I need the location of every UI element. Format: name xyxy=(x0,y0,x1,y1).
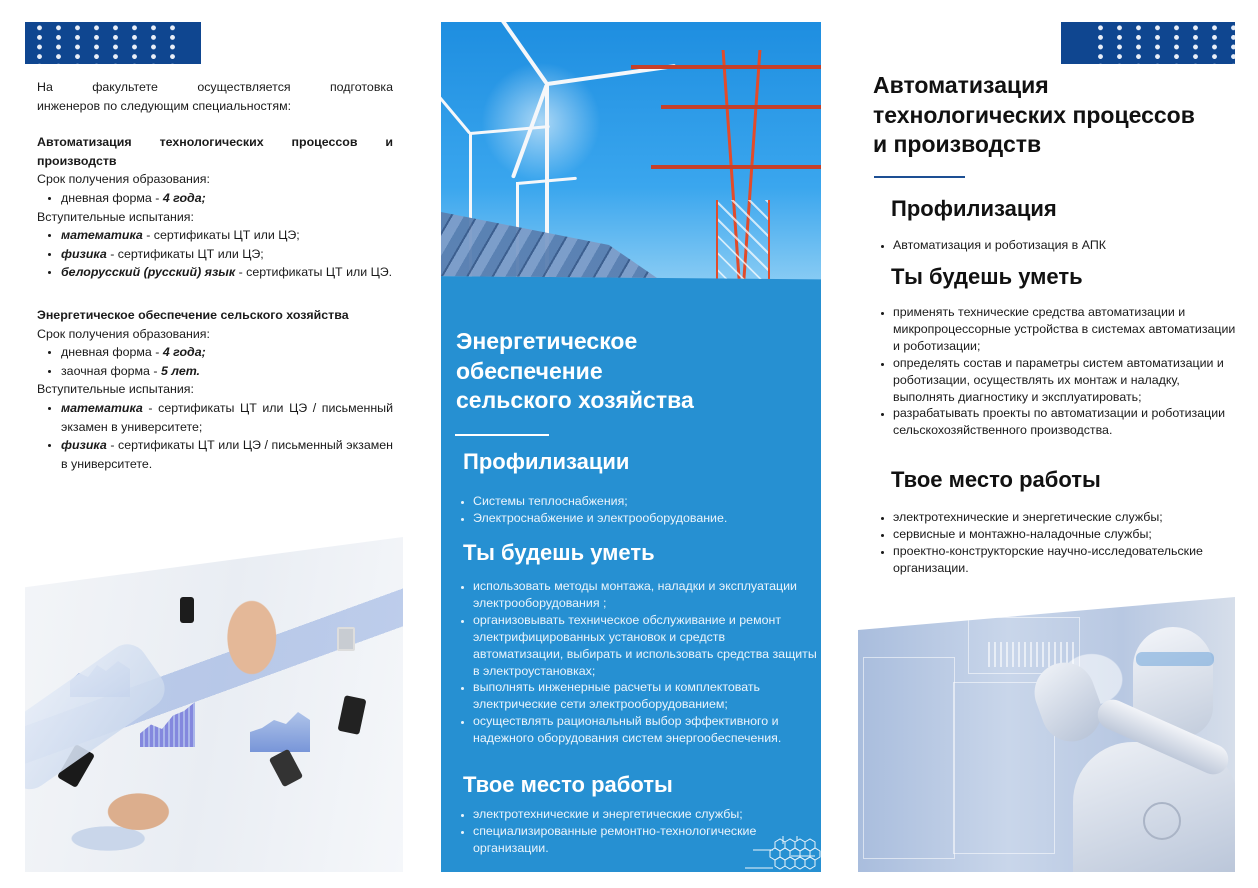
exam-item: • физика - сертификаты ЦТ или ЦЭ; xyxy=(61,245,393,264)
business-meeting-photo xyxy=(25,537,403,872)
specialty2-exams-label: Вступительные испытания: xyxy=(37,382,194,397)
specialty1-duration-label: Срок получения образования: xyxy=(37,172,210,187)
list-item: • Системы теплоснабжения; xyxy=(473,493,821,510)
specialty1-exams-label: Вступительные испытания: xyxy=(37,209,194,224)
hexagon-pattern-decoration xyxy=(745,836,821,872)
robot-photo xyxy=(858,597,1235,872)
skills-list xyxy=(455,578,818,747)
list-item: • Электроснабжение и электрооборудование. xyxy=(473,510,821,527)
exam-item: • математика - сертификаты ЦТ или ЦЭ; xyxy=(61,226,393,245)
phone-graphic xyxy=(337,627,355,651)
title-divider xyxy=(874,176,965,178)
list-item: • Автоматизация и роботизация в АПК xyxy=(893,237,1258,254)
specialty1-title-line1: Автоматизация технологических процессов и xyxy=(37,135,393,150)
specialty1-duration-list xyxy=(37,189,393,208)
list-item: • специализированные ремонтно-технологические организации. xyxy=(473,823,818,857)
skills-heading: Ты будешь уметь xyxy=(891,264,1083,289)
skills-list xyxy=(875,304,1243,439)
chart-graphic xyxy=(250,712,310,752)
profiles-list xyxy=(875,237,1258,254)
dot-pattern-decoration xyxy=(1061,22,1235,64)
work-list xyxy=(875,509,1243,577)
phone-graphic xyxy=(180,597,194,623)
power-tower-graphic xyxy=(691,50,781,320)
specialty2-exams-list xyxy=(37,399,393,473)
duration-item: • дневная форма - 4 года; xyxy=(61,189,393,208)
list-item: • электротехнические и энергетические службы; xyxy=(473,806,818,823)
list-item: • проектно-конструкторские научно-исследовательские организации. xyxy=(893,543,1243,577)
list-item: • осуществлять рациональный выбор эффективного и надежного оборудования систем энергообеспечения. xyxy=(473,713,818,747)
profile-heading: Профилизация xyxy=(891,196,1057,221)
list-item: • организовывать техническое обслуживание и ремонт электрифицированных установок и средств автоматизации, выбирать и использовать средства защиты в электроустановках; xyxy=(473,612,818,680)
exam-item: • физика - сертификаты ЦТ или ЦЭ / письменный экзамен в университете. xyxy=(61,436,393,473)
middle-panel xyxy=(441,22,821,872)
work-heading: Твое место работы xyxy=(463,772,673,797)
arm-graphic xyxy=(0,636,172,797)
specialty1-exams-list xyxy=(37,226,393,282)
phone-graphic xyxy=(337,695,366,735)
duration-item: • дневная форма - 4 года; xyxy=(61,343,393,362)
work-heading: Твое место работы xyxy=(891,467,1101,492)
exam-item: • белорусский (русский) язык - сертификаты ЦТ или ЦЭ. xyxy=(61,263,393,282)
list-item: • использовать методы монтажа, наладки и эксплуатации электрооборудования ; xyxy=(473,578,818,612)
list-item: • определять состав и параметры систем автоматизации и роботизации, осуществлять их монтаж и наладку, выполнять диагностику и эксплуатировать; xyxy=(893,355,1243,406)
skills-heading: Ты будешь уметь xyxy=(463,540,655,565)
list-item: • выполнять инженерные расчеты и комплектовать электрические сети электрооборудованием; xyxy=(473,679,818,713)
profiles-list xyxy=(455,493,821,527)
specialty1-title-line2: производств xyxy=(37,153,117,168)
hologram-panel xyxy=(863,657,955,859)
intro-text-line1: На факультете осуществляется подготовка xyxy=(37,80,393,94)
profiles-heading: Профилизации xyxy=(463,449,630,474)
left-panel xyxy=(37,78,393,473)
right-panel-title: Автоматизация технологических процессов и производств xyxy=(873,72,1195,157)
list-item: • применять технические средства автоматизации и микропроцессорные устройства в системах автоматизации и роботизации; xyxy=(893,304,1243,355)
phone-graphic xyxy=(269,749,303,788)
intro-text-line2: инженеров по следующим специальностям: xyxy=(37,98,292,113)
middle-panel-title: Энергетическое обеспечение сельского хозяйства xyxy=(456,328,694,413)
list-item: • электротехнические и энергетические службы; xyxy=(893,509,1243,526)
list-item: • разрабатывать проекты по автоматизации и роботизации сельскохозяйственного производства. xyxy=(893,405,1243,439)
specialty2-duration-list xyxy=(37,343,393,380)
list-item: • сервисные и монтажно-наладочные службы; xyxy=(893,526,1243,543)
specialty2-title: Энергетическое обеспечение сельского хозяйства xyxy=(37,307,349,322)
exam-item: • математика - сертификаты ЦТ или ЦЭ / письменный экзамен в университете; xyxy=(61,399,393,436)
title-divider xyxy=(455,434,549,436)
duration-item: • заочная форма - 5 лет. xyxy=(61,362,393,381)
specialty2-duration-label: Срок получения образования: xyxy=(37,326,210,341)
dot-pattern-decoration xyxy=(25,22,201,64)
